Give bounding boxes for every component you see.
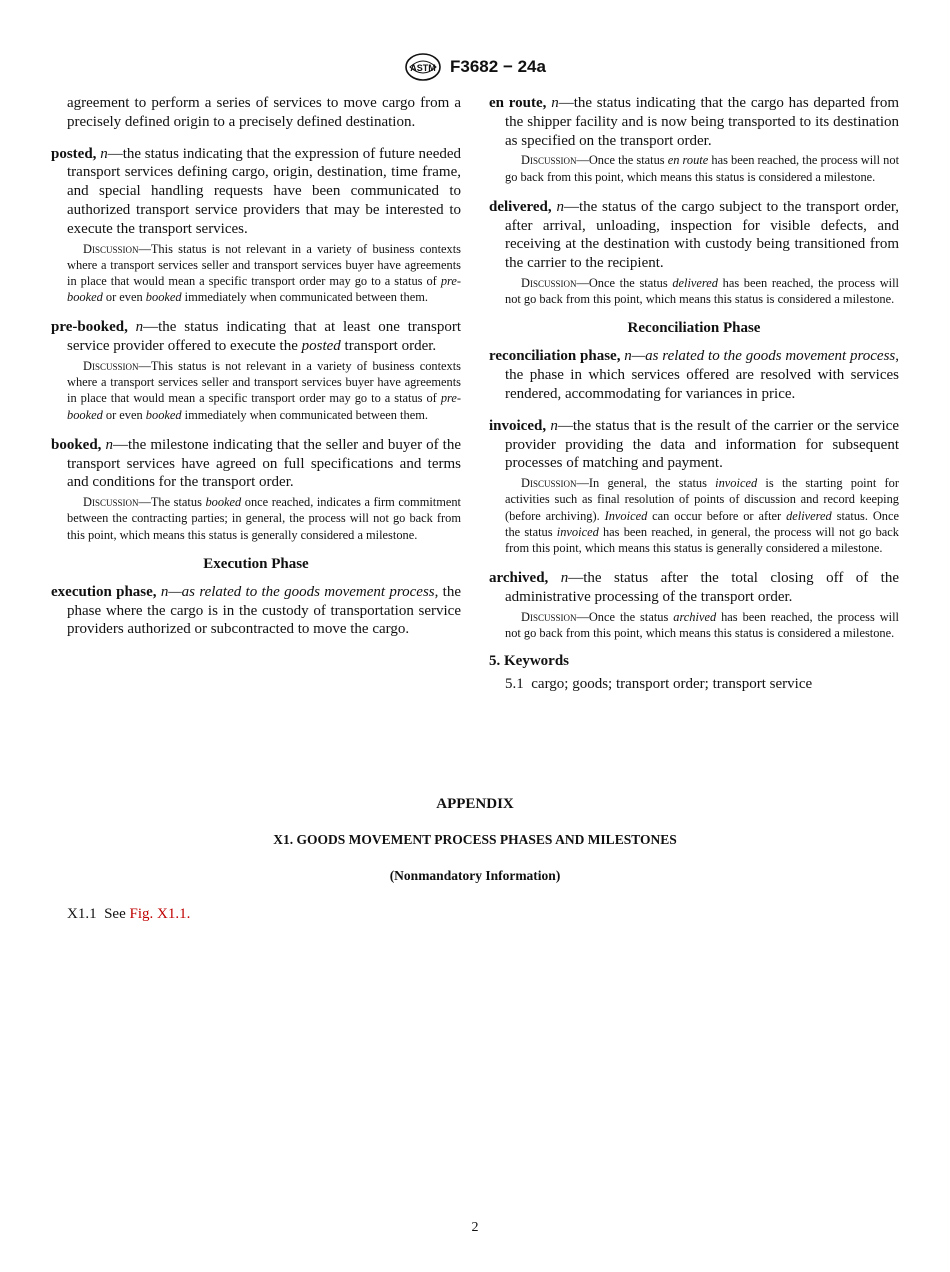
- continued-definition: agreement to perform a series of services to move cargo from a precisely defined origin to a precisely defined destination.: [67, 95, 461, 130]
- left-column: [51, 94, 461, 639]
- astm-logo-icon: [404, 52, 442, 82]
- reconciliation-phase-heading: Reconciliation Phase: [627, 320, 761, 337]
- discussion-booked: Discussion—The status booked once reached, indicates a firm commitment between the contracting parties; in general, the process will not go back from this point, which means this status is generally considered a milestone.: [67, 495, 461, 542]
- discussion-pre-booked: Discussion—This status is not relevant in a variety of business contexts where a transport services seller and transport services buyer have agreements in place that would mean a specific transport order may go to a status of pre-booked or even booked immediately when communicated between them.: [67, 358, 461, 422]
- discussion-invoiced: Discussion—In general, the status invoiced is the starting point for activities such as final resolution of points of discussion and record keeping (before archiving). Invoiced can occur before or after delivered status. Once the status invoiced has been reached, in general, the process will not go back from this point, which means this status is generally considered a milestone.: [505, 476, 899, 555]
- logo-text: ASTM: [410, 63, 436, 73]
- figure-reference: X1.1 See Fig. X1.1.: [67, 906, 191, 922]
- definition-execution-phase: execution phase, n—as related to the goods movement process, the phase where the cargo is in the custody of transportation service providers authorized or subcontracted to move the cargo.: [51, 583, 462, 638]
- definition-reconciliation-phase: reconciliation phase, n—as related to the goods movement process, the phase in which services offered are resolved with services rendered, accommodating for variances in price.: [489, 348, 900, 402]
- discussion-archived: Discussion—Once the status archived has been reached, the process will not go back from this point, which means this status is considered a milestone.: [505, 609, 899, 640]
- discussion-delivered: Discussion—Once the status delivered has been reached, the process will not go back from this point, which means this status is considered a milestone.: [505, 275, 899, 307]
- definition-pre-booked: pre-booked, n—the status indicating that at least one transport service provider offered to execute the posted transport order.: [51, 319, 462, 355]
- appendix-section-title: X1. GOODS MOVEMENT PROCESS PHASES AND MILESTONES: [273, 832, 677, 847]
- definition-en-route: en route, n—the status indicating that the cargo has departed from the shipper facility and is now being transported to its destination as specified on the transport order.: [489, 95, 899, 149]
- execution-phase-heading: Execution Phase: [203, 555, 309, 572]
- figure-link[interactable]: Fig. X1.1: [129, 906, 187, 922]
- definition-invoiced: invoiced, n—the status that is the result of the carrier or the service provider providing the data and information for subsequent processes of matching and payment.: [489, 417, 899, 472]
- definition-booked: booked, n—the milestone indicating that the seller and buyer of the transport services have agreed on full specifications and terms and conditions for the transport order.: [51, 436, 462, 491]
- definition-archived: archived, n—the status after the total closing off of the administrative processing of the transport order.: [489, 570, 900, 605]
- keywords-list: 5.1 cargo; goods; transport order; transport service: [505, 676, 813, 693]
- discussion-posted: Discussion—This status is not relevant in a variety of business contexts where a transport services seller and transport services buyer have agreements in place that would mean a specific transport order may go to a status of pre-booked or even booked immediately when communicated between them.: [67, 241, 461, 305]
- appendix-note: (Nonmandatory Information): [389, 868, 561, 883]
- definition-delivered: delivered, n—the status of the cargo subject to the transport order, after arrival, unloading, inspection for visible defects, and receiving at the destination with custody being transitioned from the carrier to the recipient.: [489, 198, 900, 272]
- definition-posted: posted, n—the status indicating that the expression of future needed transport services defining cargo, origin, destination, time frame, and special handling requests have been communicated to authorized transport service providers that may be interested to execute the transport services.: [51, 145, 462, 237]
- document-number: F3682 − 24a: [450, 57, 546, 76]
- page-number: 2: [471, 1220, 479, 1235]
- appendix-title: APPENDIX: [436, 796, 514, 812]
- discussion-en-route: Discussion—Once the status en route has been reached, the process will not go back from this point, which means this status is considered a milestone.: [505, 153, 900, 184]
- keywords-heading: 5. Keywords: [489, 653, 569, 670]
- right-column: [489, 94, 899, 693]
- page-header: [0, 52, 950, 86]
